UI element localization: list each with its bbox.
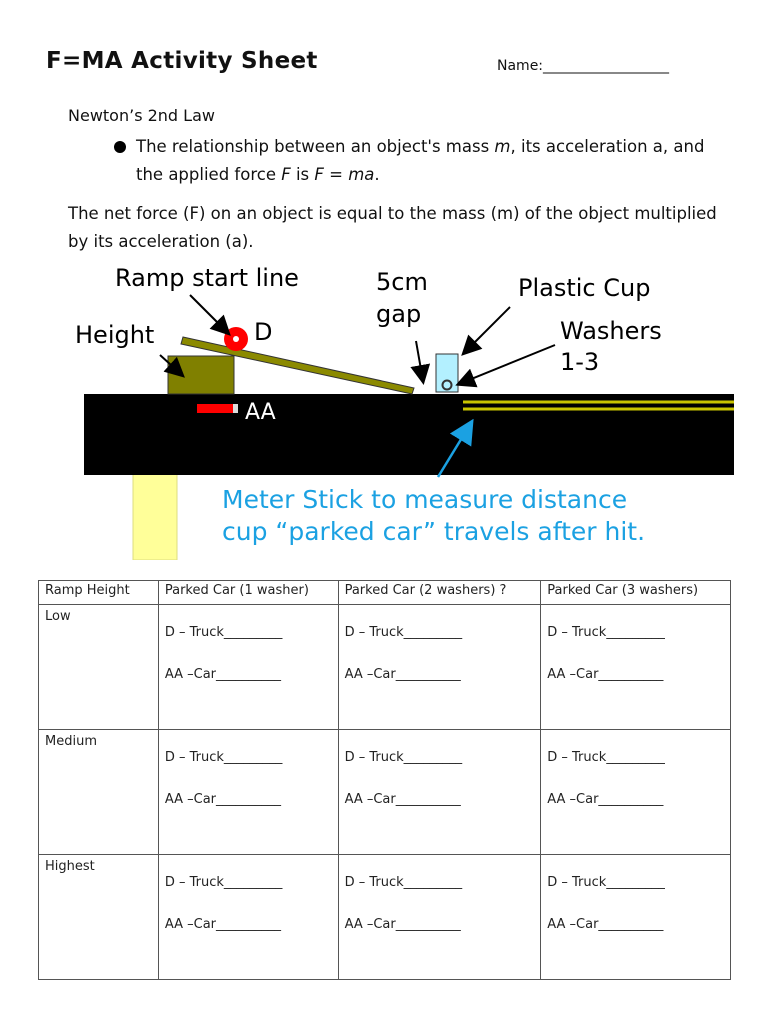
car-aa bbox=[197, 404, 233, 413]
bullet-text bbox=[136, 133, 734, 189]
label-ramp-start: Ramp start line bbox=[115, 264, 299, 292]
ramp-diagram bbox=[0, 255, 768, 560]
arrow-cup bbox=[464, 307, 510, 353]
label-d: D bbox=[254, 318, 273, 346]
row-label-low: Low bbox=[39, 605, 159, 730]
table-leg bbox=[133, 473, 177, 560]
label-gap-2: gap bbox=[376, 300, 422, 328]
truck-line: D – Truck_________ bbox=[344, 750, 463, 765]
bullet-text-part: , its acceleration a, and the applied force bbox=[136, 137, 705, 184]
car-line: AA –Car__________ bbox=[164, 792, 282, 807]
row-label-medium: Medium bbox=[39, 730, 159, 855]
car-line: AA –Car__________ bbox=[164, 667, 282, 682]
results-table bbox=[38, 580, 731, 980]
truck-line: D – Truck_________ bbox=[344, 875, 463, 890]
header-2-washers: Parked Car (2 washers) ? bbox=[338, 581, 541, 605]
truck-line: D – Truck_________ bbox=[164, 750, 283, 765]
truck-line: D – Truck_________ bbox=[164, 625, 283, 640]
table-cell[interactable] bbox=[338, 855, 541, 980]
header-ramp-height: Ramp Height bbox=[39, 581, 159, 605]
table-cell[interactable] bbox=[158, 730, 338, 855]
bullet-item bbox=[114, 133, 734, 189]
table-cell[interactable] bbox=[338, 730, 541, 855]
arrow-washers bbox=[459, 345, 555, 384]
header-3-washers: Parked Car (3 washers) bbox=[541, 581, 731, 605]
car-line: AA –Car__________ bbox=[344, 917, 461, 932]
page-title: F=MA Activity Sheet bbox=[46, 48, 318, 74]
caption-line-2: cup “parked car” travels after hit. bbox=[222, 517, 646, 546]
label-washers-2: 1-3 bbox=[560, 348, 600, 376]
table-cell[interactable] bbox=[541, 605, 731, 730]
truck-line: D – Truck_________ bbox=[547, 875, 665, 890]
table-cell[interactable] bbox=[158, 605, 338, 730]
row-label-highest: Highest bbox=[39, 855, 159, 980]
car-line: AA –Car__________ bbox=[344, 792, 461, 807]
table-row bbox=[39, 730, 731, 855]
label-aa: AA bbox=[245, 400, 276, 425]
table-cell[interactable] bbox=[541, 855, 731, 980]
car-line: AA –Car__________ bbox=[547, 792, 664, 807]
table-row bbox=[39, 855, 731, 980]
name-field[interactable]: Name:__________________ bbox=[497, 58, 670, 74]
table-cell[interactable] bbox=[541, 730, 731, 855]
arrow-gap bbox=[416, 341, 423, 381]
bullet-text-part: is bbox=[290, 165, 315, 184]
table-row bbox=[39, 605, 731, 730]
caption-line-1: Meter Stick to measure distance bbox=[222, 485, 628, 514]
height-block bbox=[168, 356, 234, 394]
ball-d-center bbox=[233, 336, 239, 342]
definition-paragraph: The net force (F) on an object is equal to the mass (m) of the object multiplied by its acceleration (a). bbox=[68, 204, 717, 251]
truck-line: D – Truck_________ bbox=[547, 750, 665, 765]
truck-line: D – Truck_________ bbox=[164, 875, 283, 890]
arrow-ramp-start bbox=[190, 295, 228, 333]
table-cell[interactable] bbox=[158, 855, 338, 980]
car-line: AA –Car__________ bbox=[344, 667, 461, 682]
label-washers-1: Washers bbox=[560, 317, 662, 345]
car-line: AA –Car__________ bbox=[547, 667, 664, 682]
plastic-cup bbox=[436, 354, 458, 392]
table-cell[interactable] bbox=[338, 605, 541, 730]
bullet-text-part: The relationship between an object's mass bbox=[136, 137, 495, 156]
bullet-icon bbox=[114, 141, 126, 153]
car-line: AA –Car__________ bbox=[164, 917, 282, 932]
car-aa-end bbox=[233, 404, 238, 413]
mass-symbol: m bbox=[494, 137, 511, 156]
label-gap-1: 5cm bbox=[376, 268, 428, 296]
table-header-row bbox=[39, 581, 731, 605]
label-cup: Plastic Cup bbox=[518, 274, 651, 302]
label-height: Height bbox=[75, 321, 155, 349]
truck-line: D – Truck_________ bbox=[344, 625, 463, 640]
force-symbol: F bbox=[281, 165, 291, 184]
section-heading: Newton’s 2nd Law bbox=[68, 106, 215, 125]
truck-line: D – Truck_________ bbox=[547, 625, 665, 640]
formula: F = ma bbox=[314, 165, 375, 184]
bullet-text-part: . bbox=[374, 165, 380, 184]
header-1-washer: Parked Car (1 washer) bbox=[158, 581, 338, 605]
car-line: AA –Car__________ bbox=[547, 917, 664, 932]
